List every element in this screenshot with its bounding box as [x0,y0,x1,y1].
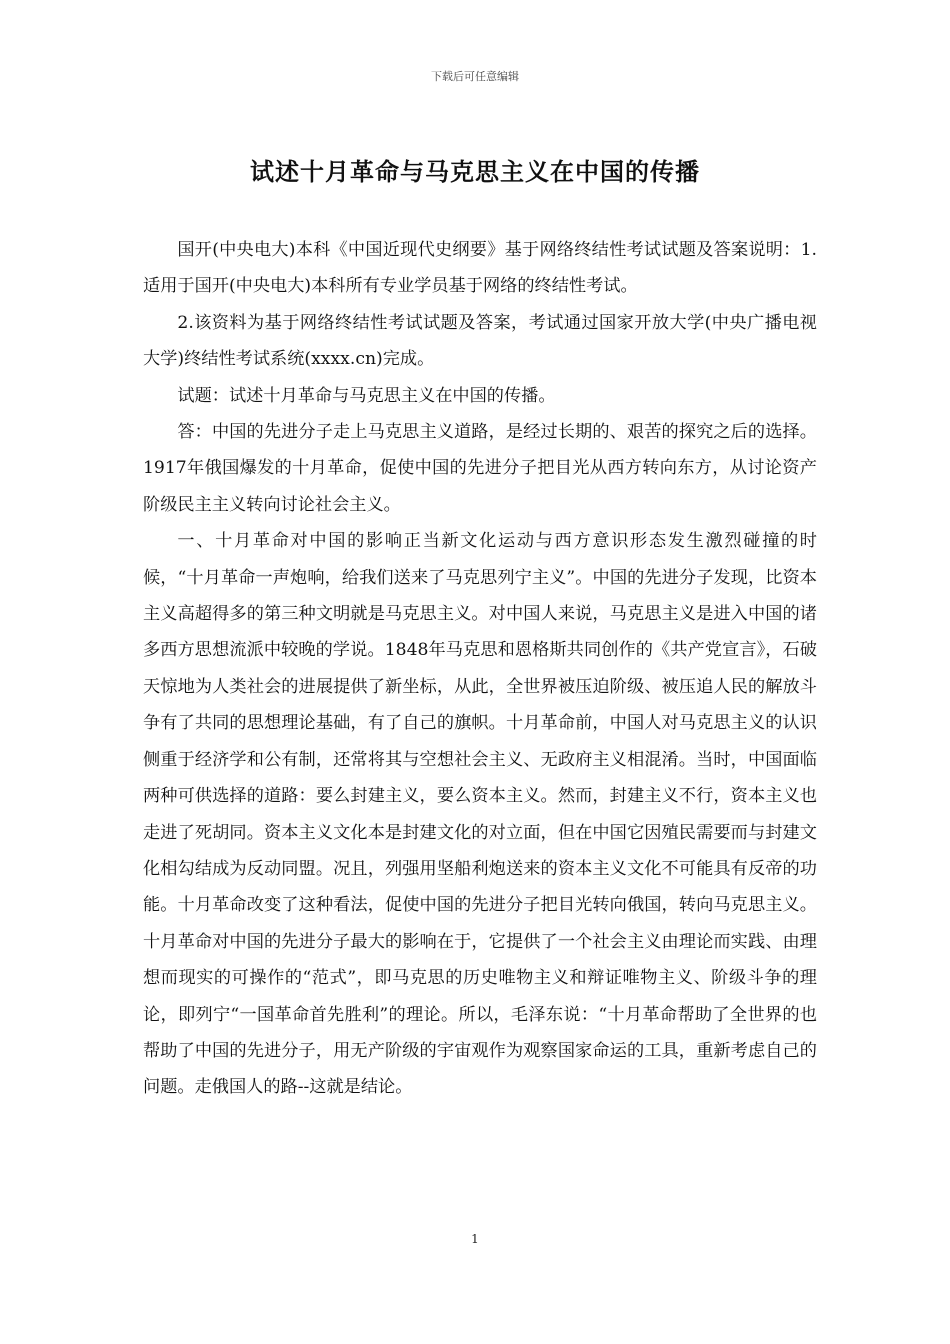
page-number: 1 [471,1232,479,1246]
document-body [143,232,817,1106]
paragraph-intro: 国开(中央电大)本科《中国近现代史纲要》基于网络终结性考试试题及答案说明：1.适用于国开(中央电大)本科所有专业学员基于网络的终结性考试。 [143,240,817,297]
header-note: 下载后可任意编辑 [431,70,519,83]
paragraph-note: 2.该资料为基于网络终结性考试试题及答案，考试通过国家开放大学(中央广播电视大学)终结性考试系统(xxxx.cn)完成。 [143,312,817,370]
document-title: 试述十月革命与马克思主义在中国的传播 [250,158,700,186]
paragraph-question: 试题：试述十月革命与马克思主义在中国的传播。 [177,385,556,406]
paragraph-answer: 答：中国的先进分子走上马克思主义道路，是经过长期的、艰苦的探究之后的选择。1917年俄国爆发的十月革命，促使中国的先进分子把目光从西方转向东方，从讨论资产阶级民主主义转向讨论社会主义。 [143,422,817,515]
paragraph-section-one: 一、十月革命对中国的影响正当新文化运动与西方意识形态发生激烈碰撞的时候，“十月革命一声炮响，给我们送来了马克思列宁主义”。中国的先进分子发现，比资本主义高超得多的第三种文明就是马克思主义。对中国人来说，马克思主义是进入中国的诸多西方思想流派中较晚的学说。1848年马克思和恩格斯共同创作的《共产党宣言》，石破天惊地为人类社会的进展提供了新坐标，从此，全世界被压迫阶级、被压追人民的解放斗争有了共同的思想理论基础，有了自己的旗帜。十月革命前，中国人对马克思主义的认识侧重于经济学和公有制，还常将其与空想社会主义、无政府主义相混淆。当时，中国面临两种可供选择的道路：要么封建主义，要么资本主义。然而，封建主义不行，资本主义也走进了死胡同。资本主义文化本是封建文化的对立面，但在中国它因殖民需要而与封建文化相勾结成为反动同盟。况且，列强用坚船利炮送来的资本主义文化不可能具有反帝的功能。十月革命改变了这种看法，促使中国的先进分子把目光转向俄国，转向马克思主义。十月革命对中国的先进分子最大的影响在于，它提供了一个社会主义由理论而实践、由理想而现实的可操作的“范式”，即马克思的历史唯物主义和辩证唯物主义、阶级斗争的理论，即列宁“一国革命首先胜利”的理论。所以，毛泽东说：“十月革命帮助了全世界的也帮助了中国的先进分子，用无产阶级的宇宙观作为观察国家命运的工具，重新考虑自己的问题。走俄国人的路--这就是结论。 [143,531,817,1098]
